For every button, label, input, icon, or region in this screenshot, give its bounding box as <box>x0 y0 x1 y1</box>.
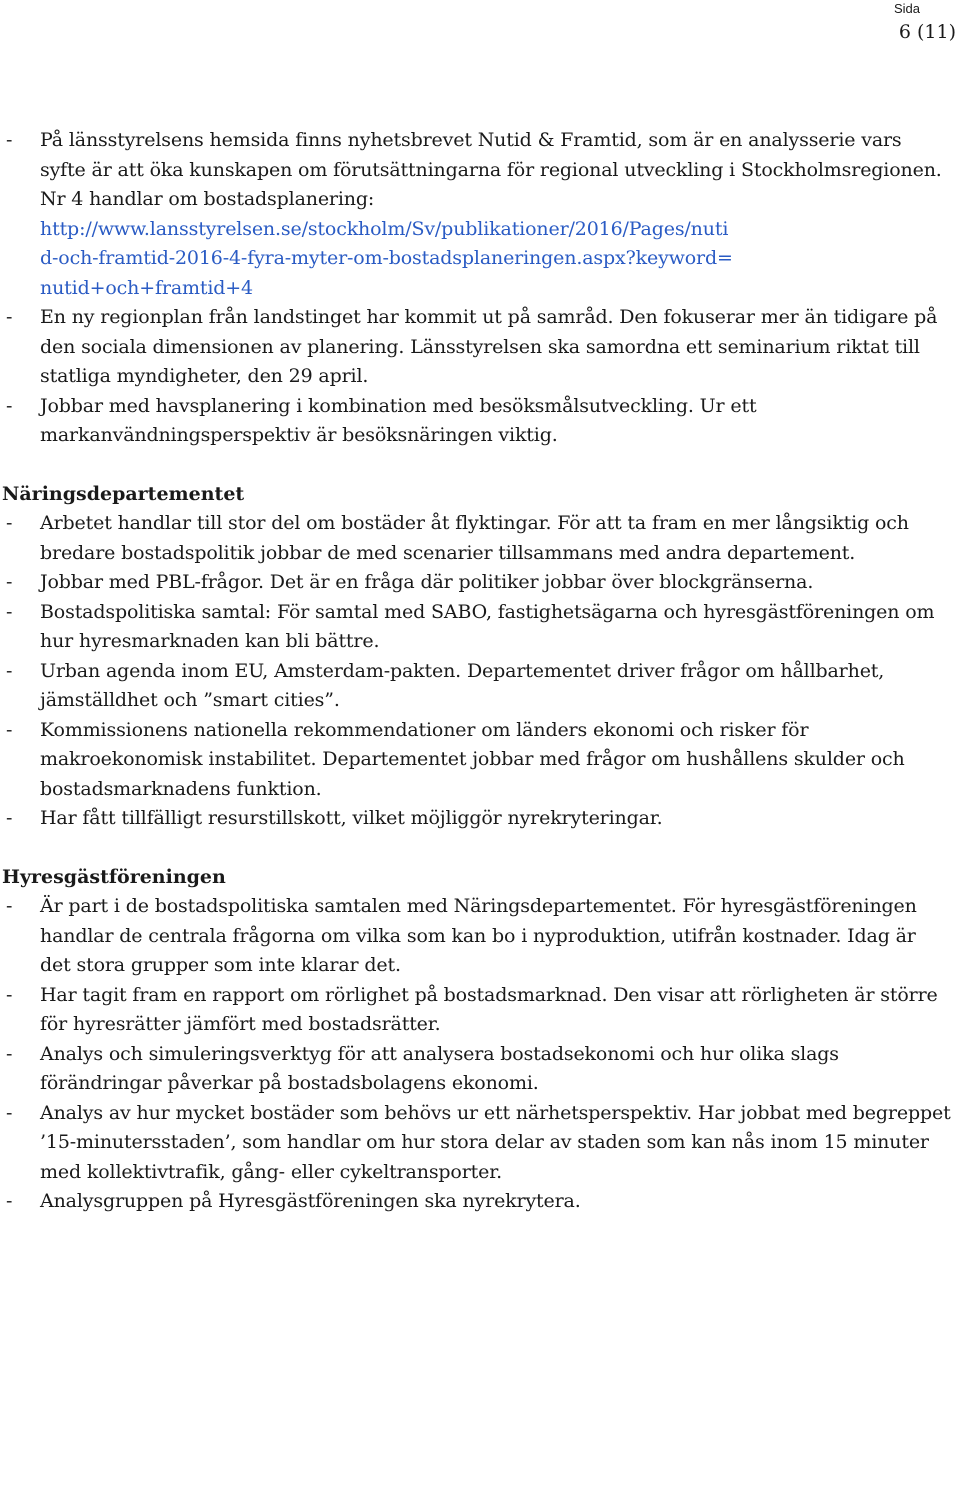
list-item-text: Analys och simuleringsverktyg för att analysera bostadsekonomi och hur olika slags förändringar påverkar på bostadsbolagens ekonomi. <box>40 1042 839 1094</box>
list-item <box>2 1187 952 1217</box>
page-label: Sida <box>893 1 920 16</box>
list-item-text: Bostadspolitiska samtal: För samtal med SABO, fastighetsägarna och hyresgästföreningen om hur hyresmarknaden kan bli bättre. <box>40 600 935 652</box>
section-list <box>2 892 952 1217</box>
bullet-dash: - <box>6 129 13 151</box>
bullet-dash: - <box>6 1101 13 1124</box>
list-item-text: Kommissionens nationella rekommendationer om länders ekonomi och risker för makroekonomisk instabilitet. Departementet jobbar med frågor om hushållens skulder och bostadsmarknadens funktion. <box>40 718 905 800</box>
bullet-dash: - <box>6 1042 13 1065</box>
bullet-dash: - <box>6 571 13 593</box>
section-heading: Näringsdepartementet <box>2 482 245 505</box>
list-item <box>2 981 952 1040</box>
list-item <box>2 568 952 598</box>
intro-list <box>2 126 952 451</box>
list-item <box>2 657 952 716</box>
list-item <box>2 716 952 805</box>
section-naringsdepartementet <box>2 480 952 834</box>
page-header <box>894 0 956 44</box>
list-item <box>2 303 952 392</box>
list-item-text: Har tagit fram en rapport om rörlighet på bostadsmarknad. Den visar att rörligheten är större för hyresrätter jämfört med bostadsrätter. <box>40 983 938 1035</box>
newsletter-link[interactable]: http://www.lansstyrelsen.se/stockholm/Sv/publikationer/2016/Pages/nutid-och-framtid-2016-4-fyra-myter-om-bostadsplaneringen.aspx?keyword=nutid+och+framtid+4 <box>40 217 733 299</box>
bullet-dash: - <box>6 718 13 741</box>
list-item <box>2 1040 952 1099</box>
bullet-dash: - <box>6 1190 13 1212</box>
section-hyresgastforeningen <box>2 863 952 1217</box>
list-item-text: Arbetet handlar till stor del om bostäder åt flyktingar. För att ta fram en mer långsiktig och bredare bostadspolitik jobbar de med scenarier tillsammans med andra departement. <box>40 512 909 564</box>
section-list <box>2 509 952 834</box>
list-item <box>2 509 952 568</box>
list-item <box>2 892 952 981</box>
document-body <box>2 126 952 1217</box>
list-item-text: Jobbar med havsplanering i kombination med besöksmålsutveckling. Ur ett markanvändningsperspektiv är besöksnäringen viktig. <box>40 394 757 446</box>
list-item-text: Har fått tillfälligt resurstillskott, vilket möjliggör nyrekryteringar. <box>40 807 663 829</box>
list-item-text: Analys av hur mycket bostäder som behövs ur ett närhetsperspektiv. Har jobbat med begreppet ’15-minutersstaden’, som handlar om hur stora delar av staden som kan nås inom 15 minuter med kollektivtrafik, gång- eller cykeltransporter. <box>40 1101 951 1183</box>
page-number: 6 (11) <box>898 21 956 43</box>
bullet-dash: - <box>6 807 13 829</box>
bullet-dash: - <box>6 983 13 1006</box>
bullet-dash: - <box>6 512 13 534</box>
list-item <box>2 1099 952 1188</box>
list-item <box>2 804 952 834</box>
bullet-dash: - <box>6 394 13 417</box>
list-item <box>2 598 952 657</box>
list-item <box>2 126 952 303</box>
list-item <box>2 392 952 451</box>
list-item-text: Analysgruppen på Hyresgästföreningen ska nyrekrytera. <box>40 1190 581 1212</box>
list-item-text: Urban agenda inom EU, Amsterdam-pakten. Departementet driver frågor om hållbarhet, jämställdhet och ”smart cities”. <box>40 659 885 711</box>
list-item-text: En ny regionplan från landstinget har kommit ut på samråd. Den fokuserar mer än tidigare på den sociala dimensionen av planering. Länsstyrelsen ska samordna ett seminarium riktat till statliga myndigheter, den 29 april. <box>40 306 938 387</box>
bullet-dash: - <box>6 659 13 682</box>
bullet-dash: - <box>6 306 13 328</box>
bullet-dash: - <box>6 895 13 917</box>
list-item-text: Jobbar med PBL-frågor. Det är en fråga där politiker jobbar över blockgränserna. <box>40 571 814 593</box>
section-heading: Hyresgästföreningen <box>2 865 226 888</box>
list-item-text: Är part i de bostadspolitiska samtalen med Näringsdepartementet. För hyresgästföreningen handlar de centrala frågorna om vilka som kan bo i nyproduktion, utifrån kostnader. Idag är det stora grupper som inte klarar det. <box>40 895 917 976</box>
list-item-text: På länsstyrelsens hemsida finns nyhetsbrevet Nutid & Framtid, som är en analysserie vars syfte är att öka kunskapen om förutsättningarna för regional utveckling i Stockholmsregionen. Nr 4 handlar om bostadsplanering: <box>40 129 942 210</box>
bullet-dash: - <box>6 600 13 623</box>
